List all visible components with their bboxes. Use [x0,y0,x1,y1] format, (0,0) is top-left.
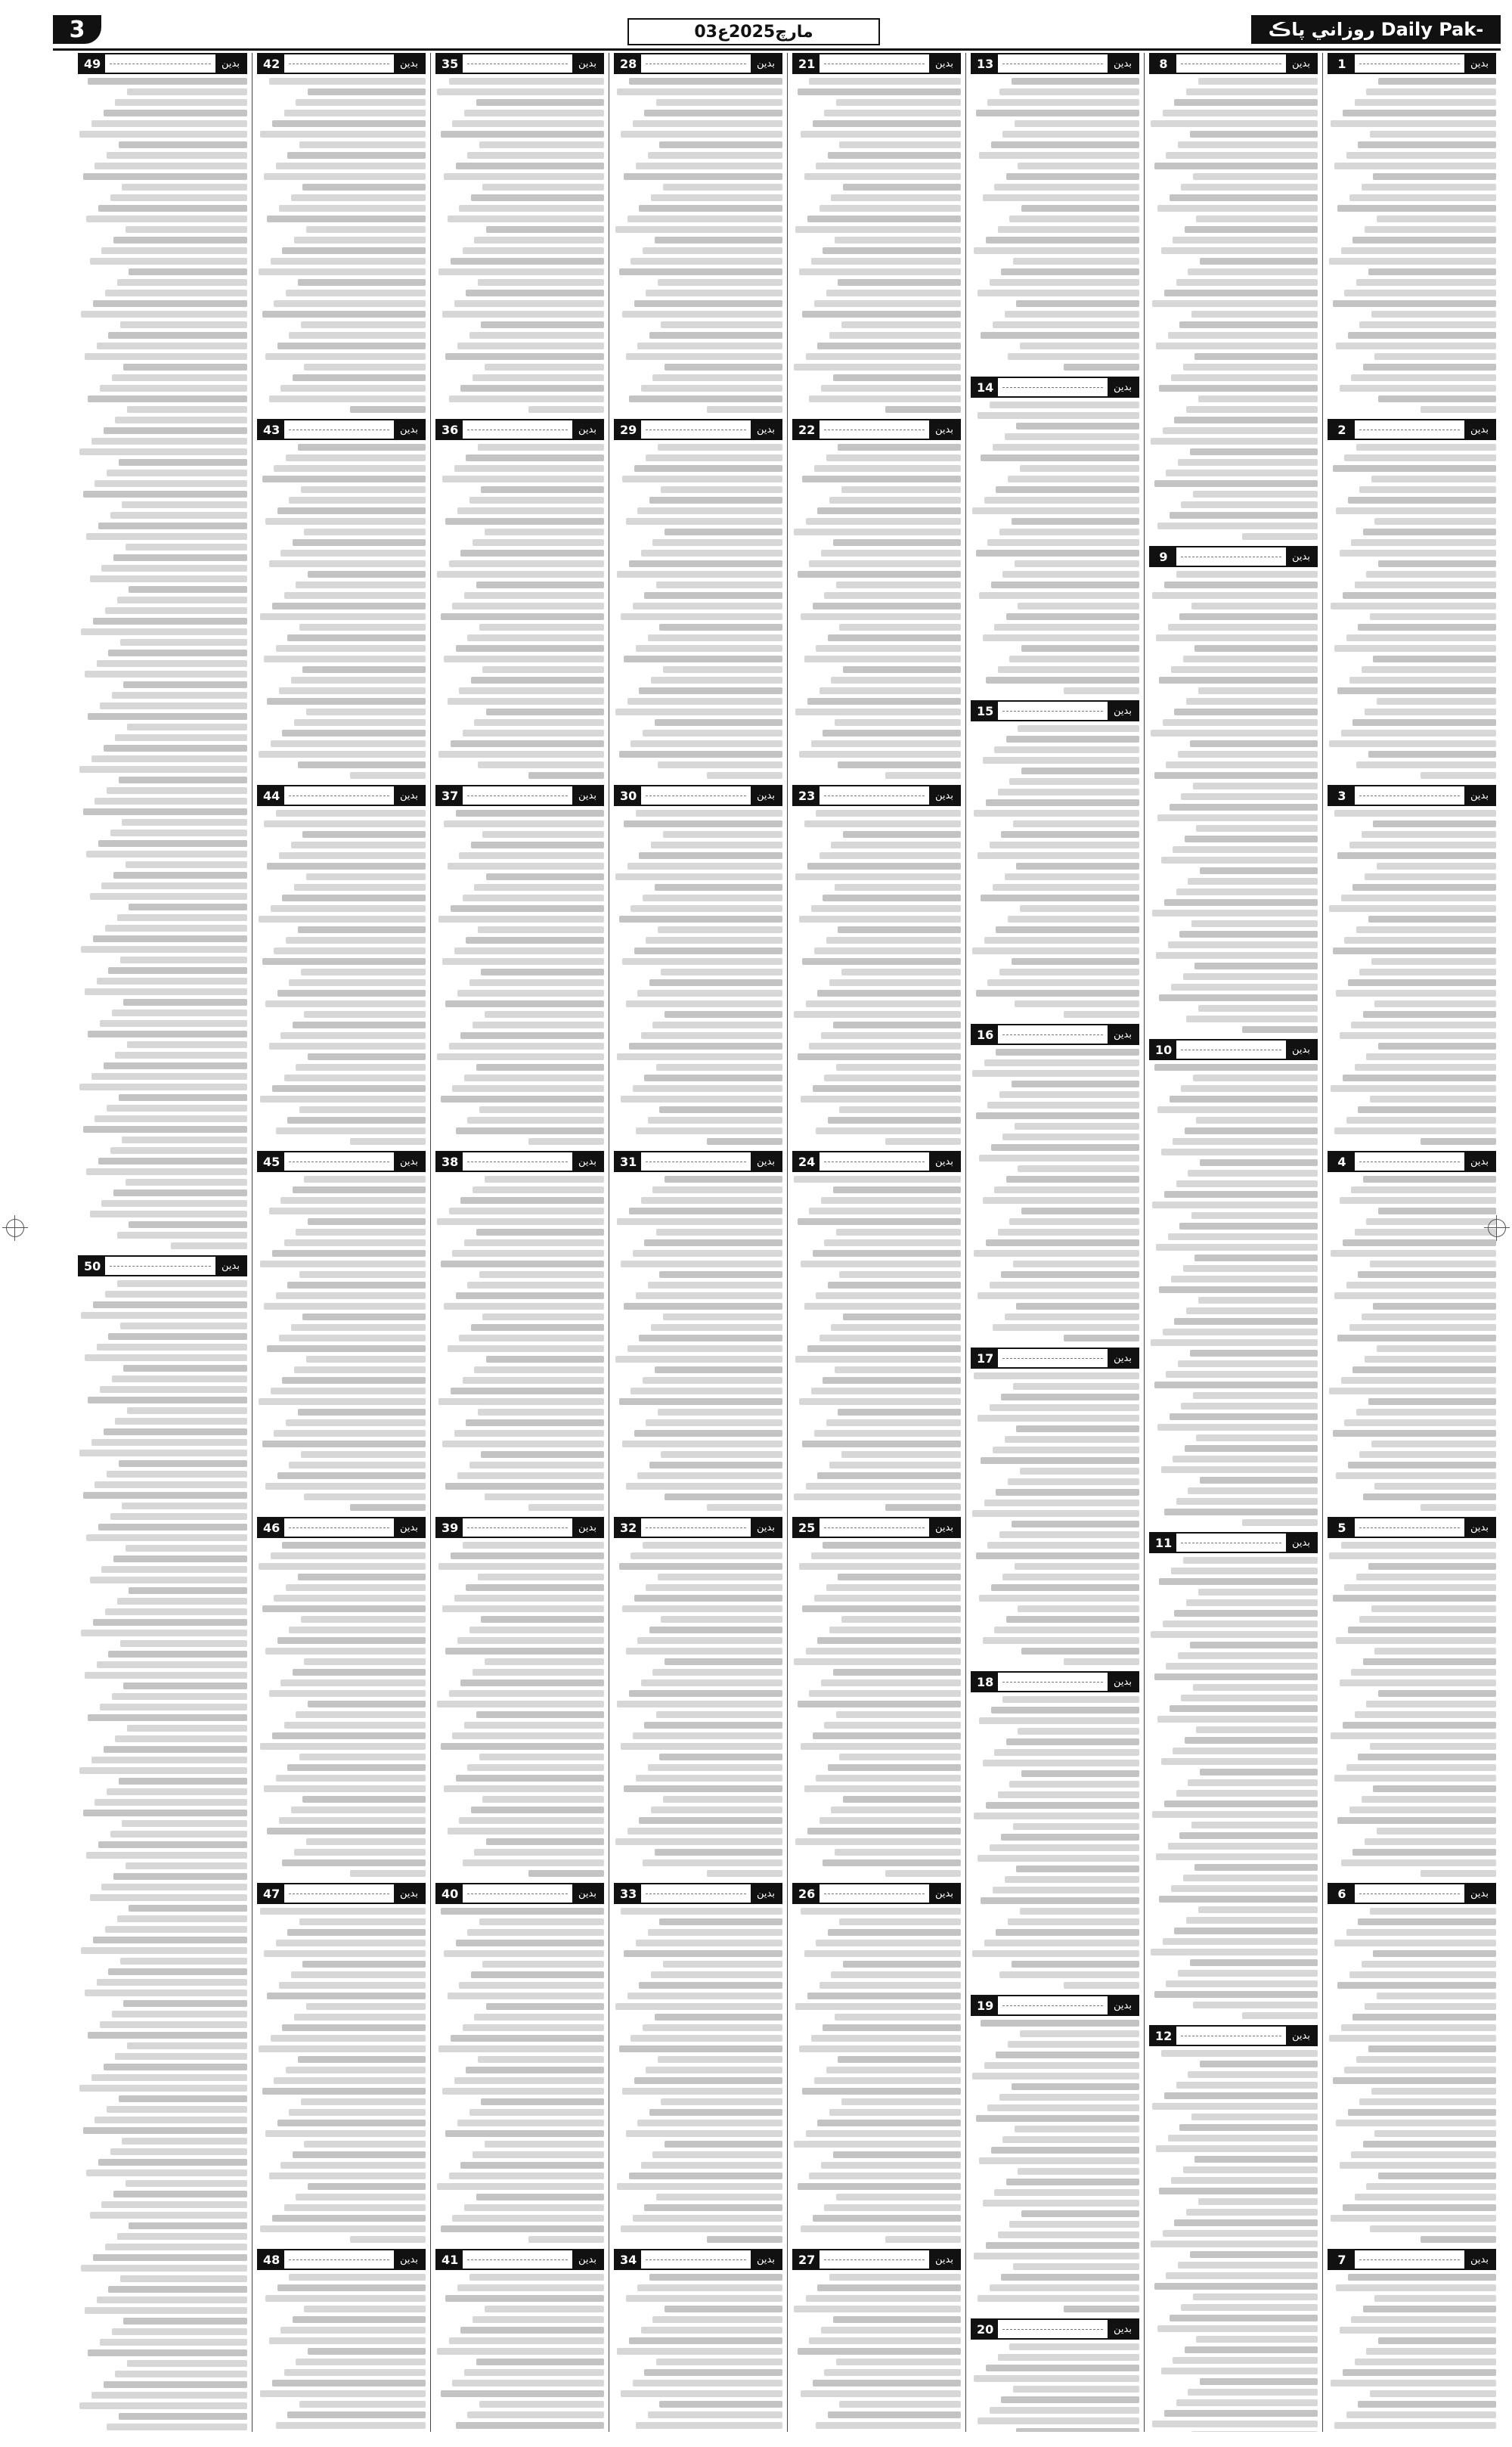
news-article [257,785,426,1145]
brand-latin: Daily Pak- [1380,19,1484,40]
news-article [971,2318,1139,2432]
article-body [1149,1557,1318,2019]
article-location-tag: بدين [929,1152,959,1171]
article-header-bar [1328,53,1496,74]
article-number: 2 [1329,420,1355,439]
article-location-tag: بدين [1108,1996,1138,2014]
article-number: 27 [794,2250,820,2269]
article-number: 47 [259,1884,284,1903]
article-body [614,444,782,779]
masthead [53,15,1501,51]
news-article [78,1255,247,2432]
news-article [435,419,604,779]
issue-date: 03مارچ2025ع [627,18,880,45]
news-article [971,377,1139,694]
header-divider [824,1161,925,1162]
article-location-tag: بدين [1464,1884,1495,1903]
article-location-tag: بدين [1464,786,1495,805]
header-divider [824,1527,925,1528]
article-number: 7 [1329,2250,1355,2269]
article-location-tag: بدين [929,1518,959,1537]
article-location-tag: بدين [1286,54,1316,73]
article-body [792,1176,961,1511]
article-number: 16 [972,1025,998,1044]
article-header-bar [1328,785,1496,806]
article-body [792,2274,961,2432]
article-header-bar [1149,1532,1318,1553]
article-body [614,1908,782,2243]
article-number: 43 [259,420,284,439]
article-header-bar [971,1671,1139,1692]
article-header-bar [614,1151,782,1172]
page-number: 3 [53,15,101,44]
article-number: 34 [615,2250,641,2269]
article-location-tag: بدين [1464,54,1495,73]
header-divider [1359,1893,1460,1894]
article-location-tag: بدين [1108,1025,1138,1044]
article-columns [53,53,1501,2432]
header-divider [1002,711,1103,712]
article-location-tag: بدين [1108,1349,1138,1367]
news-article [792,2249,961,2432]
article-number: 40 [437,1884,463,1903]
article-header-bar [614,1517,782,1538]
news-article [435,1151,604,1511]
header-divider [1002,2005,1103,2006]
article-location-tag: بدين [751,2250,781,2269]
article-location-tag: بدين [1108,378,1138,396]
article-header-bar [971,1348,1139,1369]
brand-urdu: روزاني پاڪ [1268,19,1375,40]
article-number: 10 [1151,1041,1176,1059]
article-number: 12 [1151,2027,1176,2045]
article-number: 28 [615,54,641,73]
article-header-bar [257,1151,426,1172]
article-location-tag: بدين [394,2250,424,2269]
article-location-tag: بدين [1464,1518,1495,1537]
article-body [792,1542,961,1877]
article-location-tag: بدين [751,1518,781,1537]
news-article [614,419,782,779]
header-divider [289,2259,389,2260]
article-body [971,725,1139,1018]
news-article [78,53,247,1249]
brand-logo [1251,15,1501,44]
article-header-bar [435,2249,604,2270]
article-location-tag: بدين [394,786,424,805]
news-article [971,1671,1139,1989]
article-body [1328,444,1496,779]
article-body [435,810,604,1145]
article-body [971,1372,1139,1665]
article-header-bar [614,1883,782,1904]
article-body [78,1280,247,2432]
article-header-bar [1149,2025,1318,2046]
header-divider [289,1527,389,1528]
news-column [430,53,609,2432]
article-body [78,78,247,1249]
article-header-bar [435,785,604,806]
header-divider [289,1893,389,1894]
article-header-bar [614,419,782,440]
article-number: 22 [794,420,820,439]
news-article [971,700,1139,1018]
news-article [257,1517,426,1877]
article-location-tag: بدين [1108,702,1138,720]
news-article [257,53,426,413]
article-number: 50 [79,1257,105,1275]
news-article [1328,53,1496,413]
article-number: 18 [972,1673,998,1691]
article-location-tag: بدين [572,1518,603,1537]
news-article [971,1024,1139,1341]
news-article [257,1151,426,1511]
article-location-tag: بدين [1464,2250,1495,2269]
article-location-tag: بدين [751,54,781,73]
news-article [1328,1883,1496,2243]
news-article [614,53,782,413]
news-article [257,419,426,779]
header-divider [1002,387,1103,388]
article-header-bar [792,419,961,440]
article-header-bar [971,700,1139,721]
article-body [435,1176,604,1511]
header-divider [646,1527,746,1528]
news-article [435,53,604,413]
news-article [1328,1151,1496,1511]
registration-mark-icon [1488,1219,1506,1237]
article-body [1328,1542,1496,1877]
article-header-bar [792,53,961,74]
news-column [1322,53,1501,2432]
article-header-bar [792,785,961,806]
article-number: 15 [972,702,998,720]
header-divider [467,1893,568,1894]
article-location-tag: بدين [1464,420,1495,439]
news-article [971,53,1139,371]
article-location-tag: بدين [751,1884,781,1903]
article-body [614,810,782,1145]
article-header-bar [257,1517,426,1538]
article-number: 35 [437,54,463,73]
article-number: 3 [1329,786,1355,805]
header-divider [646,1893,746,1894]
article-location-tag: بدين [929,420,959,439]
header-divider [646,1161,746,1162]
header-divider [1359,1161,1460,1162]
article-location-tag: بدين [751,420,781,439]
article-number: 39 [437,1518,463,1537]
header-divider [467,2259,568,2260]
article-header-bar [257,785,426,806]
article-number: 14 [972,378,998,396]
news-article [1328,785,1496,1145]
news-article [614,1883,782,2243]
article-number: 31 [615,1152,641,1171]
article-header-bar [971,53,1139,74]
article-number: 9 [1151,547,1176,566]
article-header-bar [1328,419,1496,440]
news-article [792,1151,961,1511]
article-location-tag: بدين [394,1884,424,1903]
article-header-bar [1328,2249,1496,2270]
article-location-tag: بدين [1286,1041,1316,1059]
article-body [257,1908,426,2243]
article-body [257,2274,426,2432]
article-number: 25 [794,1518,820,1537]
article-body [1149,78,1318,540]
news-article [1149,546,1318,1033]
article-header-bar [78,53,247,74]
news-article [792,785,961,1145]
article-location-tag: بدين [215,54,246,73]
news-article [1328,2249,1496,2432]
article-number: 32 [615,1518,641,1537]
header-divider [1359,1527,1460,1528]
article-header-bar [792,1151,961,1172]
article-location-tag: بدين [929,2250,959,2269]
news-article [614,785,782,1145]
article-body [614,78,782,413]
article-header-bar [614,2249,782,2270]
news-column [1144,53,1322,2432]
article-number: 44 [259,786,284,805]
article-number: 48 [259,2250,284,2269]
article-number: 36 [437,420,463,439]
news-article [792,1517,961,1877]
article-location-tag: بدين [394,54,424,73]
article-header-bar [435,1151,604,1172]
article-body [971,402,1139,694]
article-body [614,1176,782,1511]
article-body [971,78,1139,371]
news-article [435,1517,604,1877]
article-body [435,78,604,413]
registration-mark-icon [6,1219,24,1237]
article-body [1328,78,1496,413]
article-number: 17 [972,1349,998,1367]
header-divider [646,2259,746,2260]
news-article [614,1151,782,1511]
article-body [1149,571,1318,1033]
news-article [1149,53,1318,540]
article-body [1328,2274,1496,2432]
article-number: 30 [615,786,641,805]
article-number: 13 [972,54,998,73]
article-number: 19 [972,1996,998,2014]
article-body [792,444,961,779]
news-article [1328,419,1496,779]
article-body [1149,1064,1318,1526]
article-location-tag: بدين [751,1152,781,1171]
news-column [252,53,430,2432]
article-header-bar [1149,1039,1318,1060]
article-header-bar [614,785,782,806]
news-article [435,1883,604,2243]
article-header-bar [435,419,604,440]
article-location-tag: بدين [1108,54,1138,73]
news-article [792,1883,961,2243]
news-column [73,53,252,2432]
news-article [971,1995,1139,2312]
article-body [792,78,961,413]
article-header-bar [435,1517,604,1538]
article-header-bar [1149,53,1318,74]
article-number: 4 [1329,1152,1355,1171]
article-body [257,1176,426,1511]
article-header-bar [971,377,1139,398]
article-location-tag: بدين [929,1884,959,1903]
news-article [257,2249,426,2432]
news-article [1149,2025,1318,2432]
article-body [971,1696,1139,1989]
article-header-bar [1328,1151,1496,1172]
article-number: 5 [1329,1518,1355,1537]
article-location-tag: بدين [394,420,424,439]
article-number: 11 [1151,1534,1176,1552]
article-number: 33 [615,1884,641,1903]
news-article [435,785,604,1145]
article-header-bar [257,419,426,440]
article-header-bar [614,53,782,74]
article-location-tag: بدين [1108,1673,1138,1691]
header-divider [1359,2259,1460,2260]
article-number: 49 [79,54,105,73]
article-location-tag: بدين [572,1884,603,1903]
header-divider [467,1527,568,1528]
article-location-tag: بدين [1286,1534,1316,1552]
article-header-bar [1328,1517,1496,1538]
news-article [971,1348,1139,1665]
news-article [257,1883,426,2243]
article-header-bar [792,2249,961,2270]
article-body [792,810,961,1145]
article-body [435,2274,604,2432]
article-header-bar [257,53,426,74]
article-number: 21 [794,54,820,73]
article-number: 24 [794,1152,820,1171]
article-header-bar [78,1255,247,1276]
article-location-tag: بدين [572,2250,603,2269]
news-column [609,53,787,2432]
article-number: 6 [1329,1884,1355,1903]
article-body [257,1542,426,1877]
article-body [614,1542,782,1877]
article-location-tag: بدين [572,786,603,805]
header-divider [1002,2329,1103,2330]
article-body [1328,1176,1496,1511]
article-location-tag: بدين [929,54,959,73]
article-header-bar [435,53,604,74]
article-header-bar [1328,1883,1496,1904]
article-location-tag: بدين [929,786,959,805]
header-divider [824,2259,925,2260]
article-location-tag: بدين [1286,2027,1316,2045]
article-body [1328,1908,1496,2243]
article-body [257,444,426,779]
article-body [971,2343,1139,2432]
article-number: 37 [437,786,463,805]
article-header-bar [257,2249,426,2270]
article-location-tag: بدين [751,786,781,805]
header-divider [289,1161,389,1162]
article-number: 46 [259,1518,284,1537]
article-location-tag: بدين [394,1518,424,1537]
article-number: 41 [437,2250,463,2269]
article-number: 20 [972,2320,998,2338]
article-body [971,1049,1139,1341]
article-header-bar [792,1883,961,1904]
article-header-bar [971,1995,1139,2016]
article-number: 1 [1329,54,1355,73]
news-article [792,419,961,779]
article-number: 23 [794,786,820,805]
article-body [435,1542,604,1877]
news-article [792,53,961,413]
header-divider [1002,1034,1103,1035]
news-article [614,2249,782,2432]
header-divider [1002,1682,1103,1683]
article-location-tag: بدين [572,420,603,439]
article-body [1149,2050,1318,2432]
article-number: 26 [794,1884,820,1903]
header-divider [110,1266,211,1267]
article-number: 45 [259,1152,284,1171]
article-header-bar [792,1517,961,1538]
article-number: 29 [615,420,641,439]
article-location-tag: بدين [572,54,603,73]
article-location-tag: بدين [1464,1152,1495,1171]
article-body [1328,810,1496,1145]
news-article [1149,1039,1318,1526]
header-divider [824,1893,925,1894]
article-body [257,810,426,1145]
news-article [1149,1532,1318,2019]
article-body [971,2020,1139,2312]
header-divider [1002,1358,1103,1359]
article-body [792,1908,961,2243]
article-location-tag: بدين [572,1152,603,1171]
article-number: 38 [437,1152,463,1171]
article-location-tag: بدين [1286,547,1316,566]
article-body [257,78,426,413]
article-header-bar [1149,546,1318,567]
news-article [435,2249,604,2432]
article-header-bar [435,1883,604,1904]
header-divider [467,1161,568,1162]
article-header-bar [971,1024,1139,1045]
article-location-tag: بدين [215,1257,246,1275]
article-location-tag: بدين [1108,2320,1138,2338]
article-number: 8 [1151,54,1176,73]
article-location-tag: بدين [394,1152,424,1171]
news-article [614,1517,782,1877]
news-column [787,53,965,2432]
article-body [614,2274,782,2432]
article-header-bar [971,2318,1139,2340]
article-body [435,444,604,779]
news-column [965,53,1144,2432]
news-article [1328,1517,1496,1877]
article-header-bar [257,1883,426,1904]
article-number: 42 [259,54,284,73]
article-body [435,1908,604,2243]
